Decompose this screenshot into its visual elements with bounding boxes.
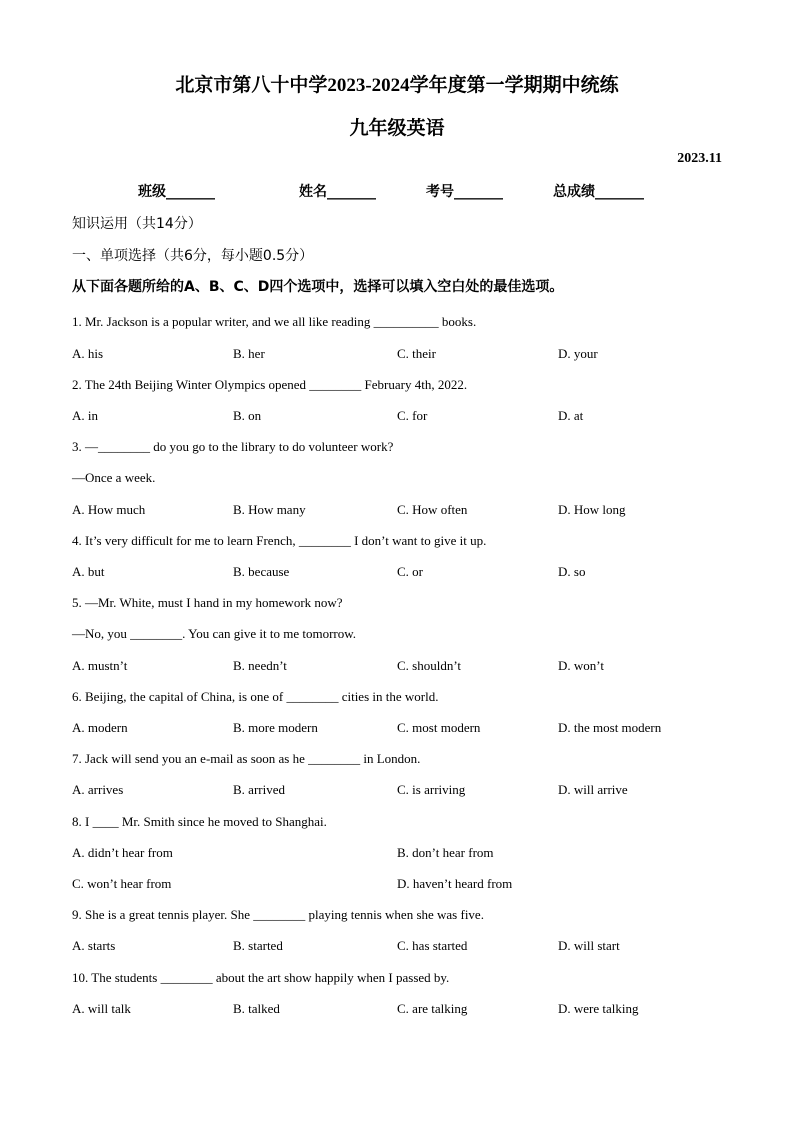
- total-score-field: 总成绩_______: [553, 184, 644, 200]
- question-stem: 3. —________ do you go to the library to do volunteer work?: [72, 439, 394, 454]
- question-stem: 7. Jack will send you an e-mail as soon as he ________ in London.: [72, 751, 421, 766]
- option-d: D. at: [558, 408, 584, 423]
- option-d: D. How long: [558, 502, 626, 517]
- option-b: B. arrived: [233, 782, 285, 797]
- question-stem: 8. I ____ Mr. Smith since he moved to Shanghai.: [72, 814, 327, 829]
- option-d: D. will arrive: [558, 782, 628, 797]
- exam-title: 北京市第八十中学2023-2024学年度第一学期期中统练: [175, 75, 619, 96]
- question-stem: 10. The students ________ about the art show happily when I passed by.: [72, 970, 450, 985]
- section-heading: 一、单项选择（共6分，每小题0.5分）: [72, 248, 314, 264]
- option-b: B. needn’t: [233, 658, 287, 673]
- part-heading: 知识运用（共14分）: [72, 216, 202, 232]
- option-c: C. shouldn’t: [397, 658, 462, 673]
- option-c: C. has started: [397, 938, 468, 953]
- option-b: B. more modern: [233, 720, 318, 735]
- option-c: C. won’t hear from: [72, 876, 172, 891]
- option-b: B. on: [233, 408, 262, 423]
- option-d: D. your: [558, 346, 598, 361]
- option-c: C. most modern: [397, 720, 481, 735]
- option-d: D. haven’t heard from: [397, 876, 513, 891]
- question-stem: 1. Mr. Jackson is a popular writer, and we all like reading __________ books.: [72, 314, 477, 329]
- option-a: A. starts: [72, 938, 116, 953]
- option-b: B. started: [233, 938, 283, 953]
- option-b: B. because: [233, 564, 290, 579]
- name-field: 姓名_______: [299, 184, 376, 200]
- option-a: A. didn’t hear from: [72, 845, 173, 860]
- option-c: C. are talking: [397, 1001, 468, 1016]
- option-c: C. or: [397, 564, 423, 579]
- option-a: A. in: [72, 408, 98, 423]
- option-d: D. will start: [558, 938, 620, 953]
- option-d: D. won’t: [558, 658, 604, 673]
- option-c: C. for: [397, 408, 428, 423]
- exam-subtitle: 九年级英语: [349, 118, 445, 139]
- question-stem: 6. Beijing, the capital of China, is one of ________ cities in the world.: [72, 689, 439, 704]
- question-stem: 2. The 24th Beijing Winter Olympics opened ________ February 4th, 2022.: [72, 377, 468, 392]
- option-b: B. How many: [233, 502, 306, 517]
- section-instruction: 从下面各题所给的A、B、C、D四个选项中，选择可以填入空白处的最佳选项。: [72, 279, 564, 295]
- option-a: A. mustn’t: [72, 658, 128, 673]
- option-a: A. How much: [72, 502, 146, 517]
- class-field: 班级_______: [138, 184, 215, 200]
- option-b: B. don’t hear from: [397, 845, 494, 860]
- question-stem: 5. —Mr. White, must I hand in my homework now?: [72, 595, 343, 610]
- option-a: A. his: [72, 346, 104, 361]
- question-stem-response: —No, you ________. You can give it to me tomorrow.: [72, 626, 357, 641]
- option-a: A. will talk: [72, 1001, 131, 1016]
- question-stem: 9. She is a great tennis player. She ________ playing tennis when she was five.: [72, 907, 484, 922]
- question-stem-response: —Once a week.: [72, 470, 156, 485]
- option-d: D. the most modern: [558, 720, 662, 735]
- option-d: D. were talking: [558, 1001, 639, 1016]
- option-d: D. so: [558, 564, 586, 579]
- option-c: C. is arriving: [397, 782, 466, 797]
- question-stem: 4. It’s very difficult for me to learn French, ________ I don’t want to give it up.: [72, 533, 487, 548]
- option-a: A. arrives: [72, 782, 124, 797]
- option-a: A. but: [72, 564, 105, 579]
- option-b: B. her: [233, 346, 265, 361]
- exam-number-field: 考号_______: [426, 184, 503, 200]
- option-a: A. modern: [72, 720, 128, 735]
- exam-date: 2023.11: [677, 151, 722, 166]
- option-c: C. their: [397, 346, 436, 361]
- option-b: B. talked: [233, 1001, 280, 1016]
- option-c: C. How often: [397, 502, 468, 517]
